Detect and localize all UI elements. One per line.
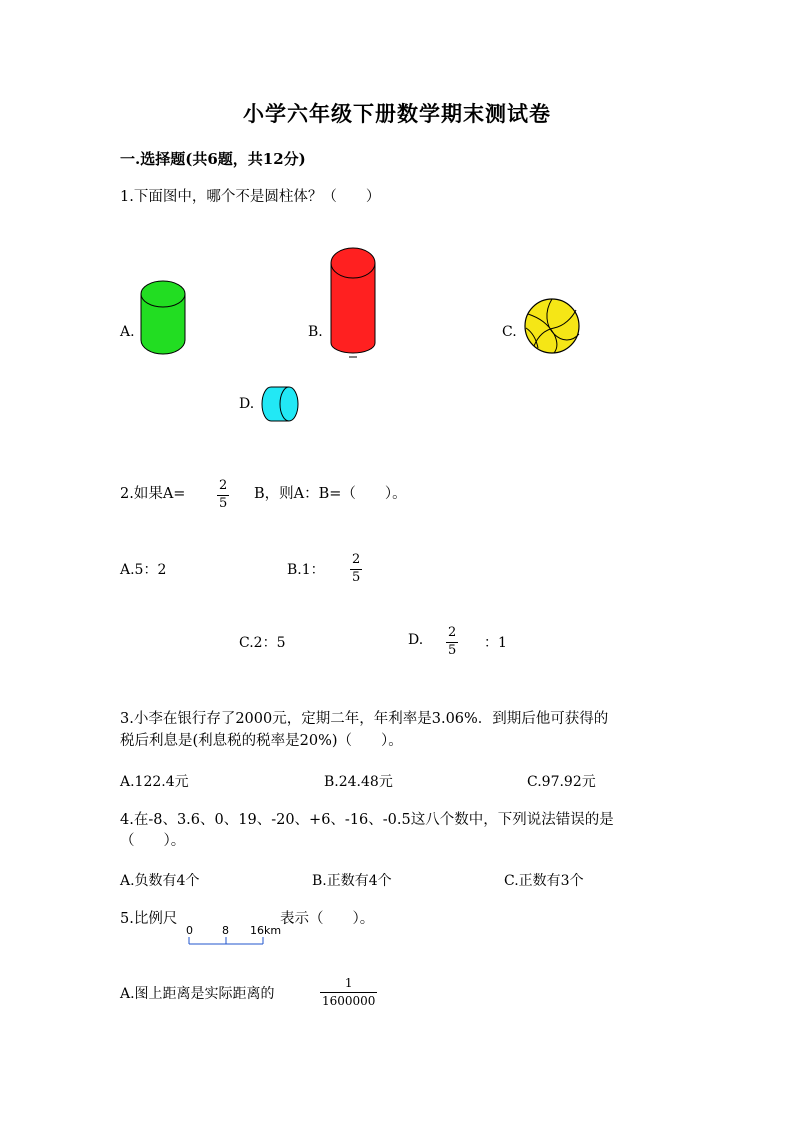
fraction-numerator: 1: [344, 976, 353, 990]
q3-option-b: B.24.48元: [324, 774, 393, 790]
fraction-numerator: 2: [448, 625, 457, 640]
fraction-numerator: 2: [219, 478, 228, 493]
fraction-bar: [320, 992, 377, 993]
fraction-denominator: 1600000: [322, 994, 376, 1008]
q4-option-a: A.负数有4个: [120, 873, 200, 889]
q5-option-a-fraction: [320, 976, 377, 1008]
scale-ruler: [183, 937, 267, 947]
section-heading: 一.选择题(共6题，共12分): [120, 150, 306, 168]
question-2-prefix: 2.如果A=: [120, 486, 186, 502]
question-5-prefix: 5.比例尺: [120, 911, 178, 927]
page-title: 小学六年级下册数学期末测试卷: [243, 101, 551, 126]
scale-label-0: 0: [186, 924, 193, 937]
cyan-cylinder-image: [261, 386, 301, 424]
fraction-denominator: 5: [352, 570, 361, 585]
q2-option-b-fraction: [350, 553, 362, 585]
scale-label-8: 8: [222, 924, 229, 937]
fraction-numerator: 2: [352, 552, 361, 567]
question-2-suffix: B，则A：B=（ ）。: [254, 486, 407, 502]
q1-option-a-label: A.: [120, 324, 135, 340]
question-3-line-2: 税后利息是(利息税的税率是20%)（ ）。: [120, 733, 403, 749]
red-cylinder-image: [330, 247, 376, 359]
q2-fraction: [217, 479, 229, 511]
green-cylinder-image: [140, 280, 186, 356]
scale-bar: [183, 924, 283, 946]
question-3-line-1: 3.小李在银行存了2000元，定期二年，年利率是3.06%．到期后他可获得的: [120, 711, 609, 727]
q2-option-d-prefix: D.: [408, 632, 424, 648]
q1-option-d-label: D.: [239, 396, 255, 412]
q3-option-c: C.97.92元: [527, 774, 596, 790]
scale-label-16km: 16km: [250, 924, 282, 937]
fraction-denominator: 5: [448, 643, 457, 658]
question-5-suffix: 表示（ ）。: [280, 911, 375, 927]
q4-option-c: C.正数有3个: [504, 873, 584, 889]
q2-option-d-fraction: [446, 626, 458, 658]
question-4-line-2: （ ）。: [120, 833, 186, 849]
q5-option-a-prefix: A.图上距离是实际距离的: [120, 986, 275, 1002]
q2-option-c: C.2：5: [239, 635, 286, 651]
q2-option-b-prefix: B.1：: [287, 562, 325, 578]
q4-option-b: B.正数有4个: [312, 873, 392, 889]
question-4-line-1: 4.在-8、3.6、0、19、-20、+6、-16、-0.5这八个数中，下列说法错误的是: [120, 812, 614, 828]
q1-option-b-label: B.: [308, 324, 323, 340]
q1-option-c-label: C.: [502, 324, 517, 340]
fraction-denominator: 5: [219, 496, 228, 511]
q3-option-a: A.122.4元: [120, 774, 189, 790]
q2-option-d-suffix: ：1: [484, 635, 507, 651]
q2-option-a: A.5：2: [120, 562, 167, 578]
question-1-text: 1.下面图中，哪个不是圆柱体？（ ）: [120, 189, 381, 205]
yellow-ball-image: [524, 298, 582, 356]
